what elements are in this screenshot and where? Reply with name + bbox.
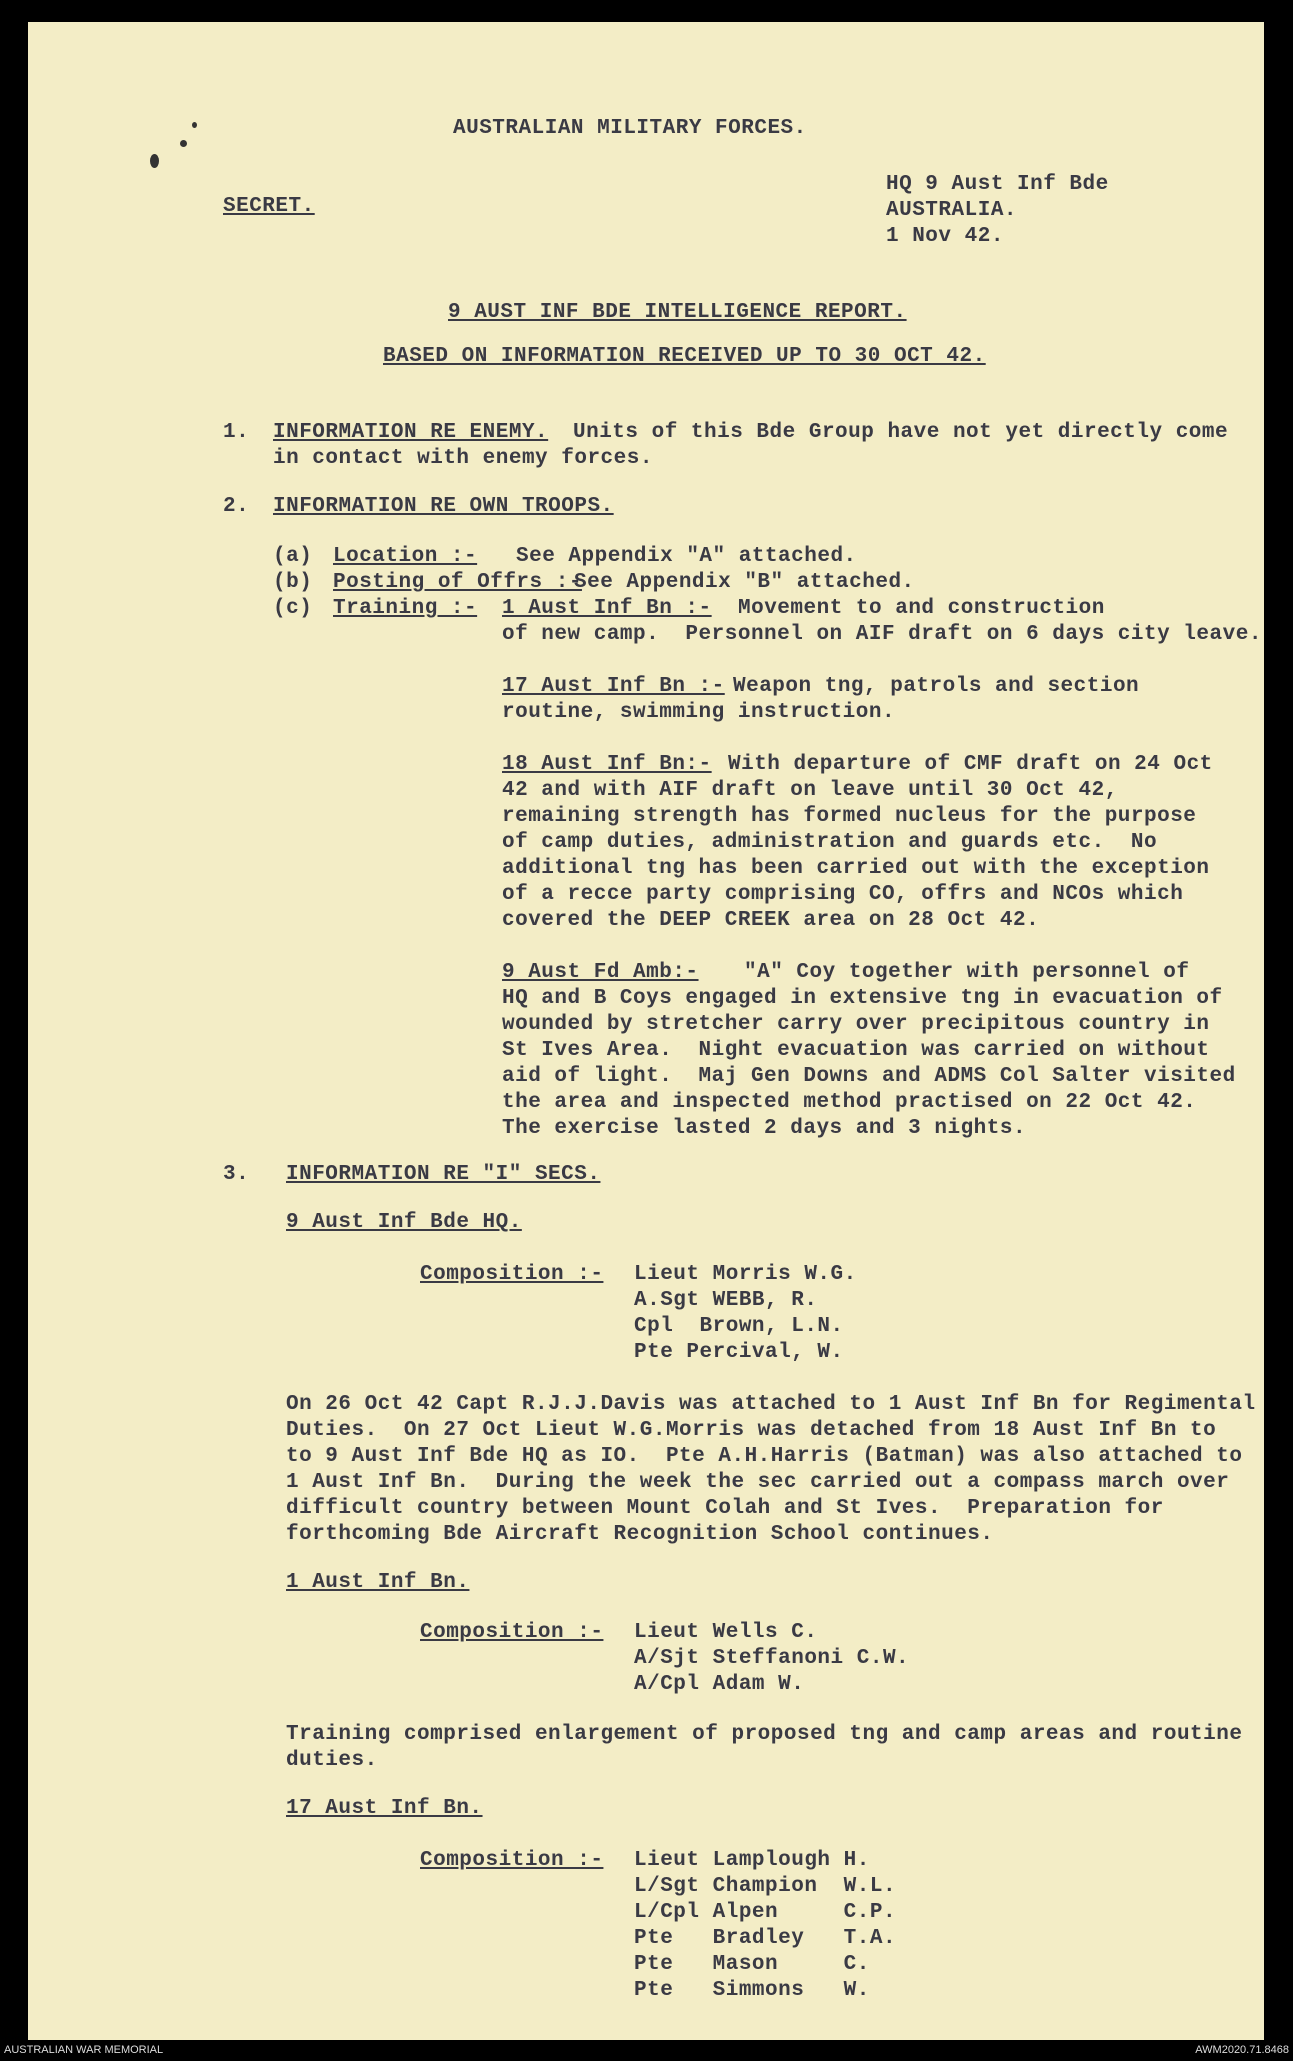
document-page [28,22,1264,2040]
item-text: See Appendix "A" attached. [516,545,857,568]
forces-heading: AUSTRALIAN MILITARY FORCES. [453,117,807,140]
item-title: Location :- [333,545,478,568]
member: L/Sgt Champion W.L. [634,1875,897,1898]
unit-text: routine, swimming instruction. [502,701,896,724]
section-number: 1. [223,421,250,444]
unit-text: The exercise lasted 2 days and 3 nights. [502,1117,1027,1140]
unit-text: HQ and B Coys engaged in extensive tng in evacuation of [502,987,1223,1010]
member: A.Sgt WEBB, R. [634,1289,818,1312]
unit-text: covered the DEEP CREEK area on 28 Oct 42. [502,909,1040,932]
ink-mark [192,122,197,128]
unit-text: With departure of CMF draft on 24 Oct [728,753,1213,776]
unit-text: Movement to and construction [738,597,1105,620]
composition-label: Composition :- [420,1621,604,1644]
paragraph-line: On 26 Oct 42 Capt R.J.J.Davis was attached to 1 Aust Inf Bn for Regimental [286,1393,1256,1416]
item-title: Posting of Offrs :- [333,571,582,594]
unit-text: remaining strength has formed nucleus for the purpose [502,805,1197,828]
member: Cpl Brown, L.N. [634,1315,844,1338]
section-heading: INFORMATION RE OWN TROOPS. [273,495,614,518]
report-subtitle: BASED ON INFORMATION RECEIVED UP TO 30 OCT 42. [383,345,986,368]
unit-text: of camp duties, administration and guards etc. No [502,831,1158,854]
composition-label: Composition :- [420,1263,604,1286]
subunit-title: 1 Aust Inf Bn. [286,1571,470,1594]
subunit-title: 17 Aust Inf Bn. [286,1797,483,1820]
paragraph-line: Training comprised enlargement of proposed tng and camp areas and routine [286,1723,1243,1746]
unit-text: wounded by stretcher carry over precipitous country in [502,1013,1210,1036]
section-text: in contact with enemy forces. [273,447,653,470]
paragraph-line: forthcoming Bde Aircraft Recognition School continues. [286,1523,994,1546]
unit-text: 42 and with AIF draft on leave until 30 Oct 42, [502,779,1118,802]
item-label: (b) [273,571,313,594]
unit-title: 1 Aust Inf Bn :- [502,597,712,620]
ink-mark [150,154,159,168]
section-heading: INFORMATION RE ENEMY. [273,421,549,444]
unit-text: "A" Coy together with personnel of [744,961,1190,984]
section-text: Units of this Bde Group have not yet directly come [573,421,1229,444]
section-number: 3. [223,1163,250,1186]
paragraph-line: 1 Aust Inf Bn. During the week the sec carried out a compass march over [286,1471,1230,1494]
unit-text: additional tng has been carried out with the exception [502,857,1210,880]
member: Pte Mason C. [634,1953,870,1976]
section-heading: INFORMATION RE "I" SECS. [286,1163,601,1186]
member: Lieut Morris W.G. [634,1263,857,1286]
section-number: 2. [223,495,250,518]
hq-address: HQ 9 Aust Inf Bde [886,173,1109,196]
footer-id: AWM2020.71.8468 [1195,2044,1289,2056]
member: Lieut Lamplough H. [634,1849,870,1872]
unit-title: 9 Aust Fd Amb:- [502,961,699,984]
composition-label: Composition :- [420,1849,604,1872]
ink-mark [180,140,187,147]
member: Pte Percival, W. [634,1341,844,1364]
country: AUSTRALIA. [886,199,1018,222]
unit-title: 17 Aust Inf Bn :- [502,675,725,698]
paragraph-line: to 9 Aust Inf Bde HQ as IO. Pte A.H.Harris (Batman) was also attached to [286,1445,1243,1468]
unit-text: Weapon tng, patrols and section [733,675,1140,698]
paragraph-line: duties. [286,1749,378,1772]
member: A/Cpl Adam W. [634,1673,805,1696]
unit-text: the area and inspected method practised on 22 Oct 42. [502,1091,1197,1114]
member: Pte Simmons W. [634,1979,870,2002]
footer-credit: AUSTRALIAN WAR MEMORIAL [4,2044,164,2056]
subunit-title: 9 Aust Inf Bde HQ. [286,1211,522,1234]
member: A/Sjt Steffanoni C.W. [634,1647,910,1670]
secret-label: SECRET. [223,195,315,218]
paragraph-line: Duties. On 27 Oct Lieut W.G.Morris was detached from 18 Aust Inf Bn to [286,1419,1217,1442]
report-date: 1 Nov 42. [886,225,1004,248]
item-label: (a) [273,545,313,568]
member: Pte Bradley T.A. [634,1927,897,1950]
unit-text: of a recce party comprising CO, offrs and NCOs which [502,883,1184,906]
unit-text: St Ives Area. Night evacuation was carried on without [502,1039,1210,1062]
item-text: See Appendix "B" attached. [574,571,915,594]
item-label: (c) [273,597,313,620]
unit-text: aid of light. Maj Gen Downs and ADMS Col Salter visited [502,1065,1236,1088]
member: L/Cpl Alpen C.P. [634,1901,897,1924]
member: Lieut Wells C. [634,1621,818,1644]
report-title: 9 AUST INF BDE INTELLIGENCE REPORT. [448,301,907,324]
unit-text: of new camp. Personnel on AIF draft on 6 days city leave. [502,623,1262,646]
item-title: Training :- [333,597,478,620]
paragraph-line: difficult country between Mount Colah and St Ives. Preparation for [286,1497,1164,1520]
unit-title: 18 Aust Inf Bn:- [502,753,712,776]
